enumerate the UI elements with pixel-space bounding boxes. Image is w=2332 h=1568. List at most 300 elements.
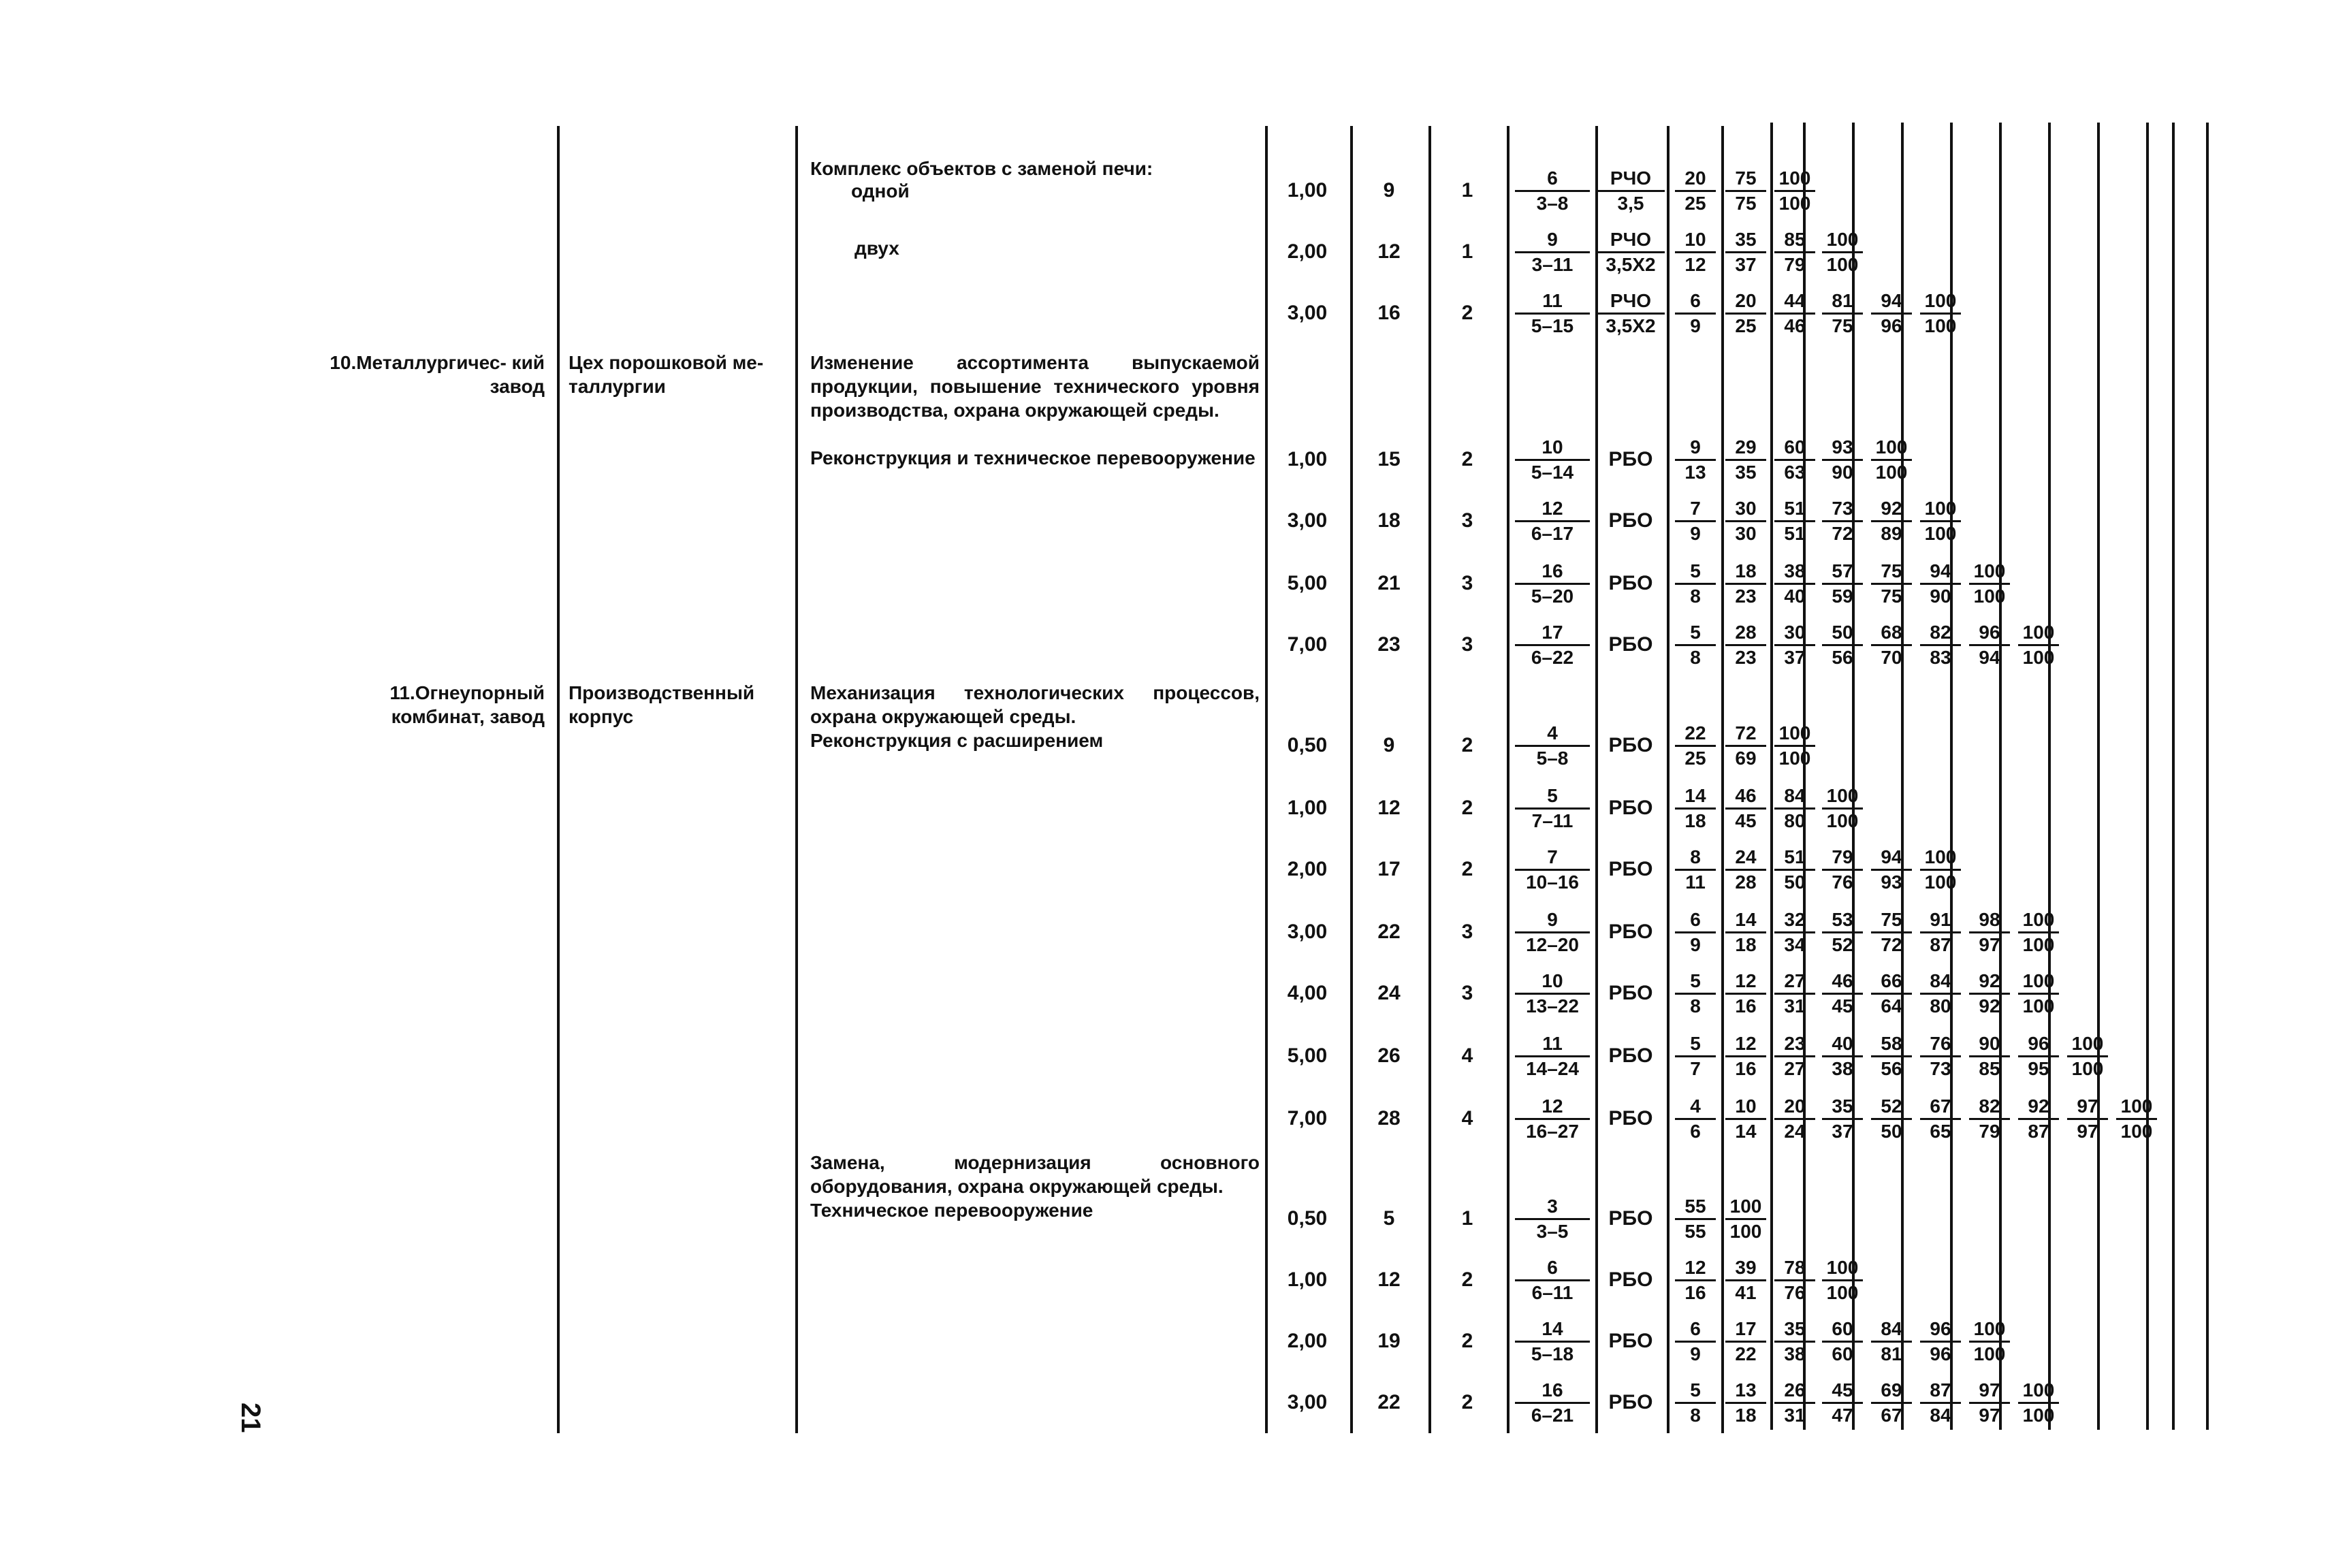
cell-dur: 16: [1377, 302, 1401, 324]
fraction-bottom: 16: [1735, 995, 1757, 1017]
fraction-top: 5: [1675, 1379, 1716, 1404]
fraction-top: 100: [1920, 846, 1961, 871]
column-rule: [2048, 123, 2051, 1430]
cell-dur: 15: [1377, 448, 1401, 470]
fraction-bottom: 25: [1684, 193, 1706, 214]
duration-fraction: [1515, 1095, 1590, 1143]
fraction-top: 46: [1725, 784, 1766, 810]
percent-fraction: [1774, 1256, 1815, 1305]
fraction-top: 16: [1515, 1379, 1590, 1404]
fraction-top: 14: [1725, 908, 1766, 933]
fraction-bottom: 5–15: [1531, 315, 1574, 336]
fraction-bottom: 100: [1875, 462, 1908, 483]
fraction-top: 94: [1871, 289, 1912, 315]
cell-cap: 3,00: [1287, 1391, 1328, 1413]
norm-fraction: [1597, 167, 1665, 215]
fraction-bottom: 97: [1979, 934, 2000, 955]
percent-fraction: [1969, 560, 2010, 608]
percent-fraction: [1871, 846, 1912, 894]
fraction-top: 55: [1675, 1195, 1716, 1220]
cell-dur: 9: [1383, 734, 1395, 756]
fraction-top: 50: [1822, 621, 1863, 646]
fraction-bottom: 5–8: [1536, 748, 1569, 769]
duration-fraction: [1515, 1317, 1590, 1366]
fraction-bottom: 3,5Х2: [1606, 315, 1656, 336]
cell-dur: 22: [1377, 921, 1401, 943]
percent-fraction: [1725, 970, 1766, 1018]
percent-fraction: [1822, 1379, 1863, 1427]
fraction-bottom: 76: [1832, 871, 1853, 893]
fraction-bottom: 37: [1735, 254, 1757, 275]
column-rule: [1667, 126, 1670, 1433]
duration-fraction: [1515, 497, 1590, 545]
cell-n: 3: [1461, 572, 1473, 594]
fraction-top: 17: [1725, 1317, 1766, 1343]
percent-fraction: [1969, 1379, 2010, 1427]
fraction-top: 14: [1675, 784, 1716, 810]
fraction-top: 10: [1515, 970, 1590, 995]
norm-code: РБО: [1608, 734, 1653, 756]
fraction-top: 87: [1920, 1379, 1961, 1404]
column-rule: [1507, 126, 1510, 1433]
cell-n: 3: [1461, 921, 1473, 943]
cell-cap: 3,00: [1287, 509, 1328, 532]
fraction-top: 84: [1774, 784, 1815, 810]
cell-cap: 2,00: [1287, 858, 1328, 880]
percent-fraction: [1675, 908, 1716, 957]
percent-fraction: [1969, 908, 2010, 957]
fraction-bottom: 12: [1684, 254, 1706, 275]
fraction-bottom: 81: [1881, 1343, 1902, 1364]
percent-fraction: [1675, 621, 1716, 669]
fraction-top: 39: [1725, 1256, 1766, 1281]
fraction-top: 97: [1969, 1379, 2010, 1404]
norm-code: РБО: [1608, 633, 1653, 656]
fraction-bottom: 9: [1690, 523, 1701, 544]
cell-n: 1: [1461, 1207, 1473, 1230]
fraction-top: 14: [1515, 1317, 1590, 1343]
percent-fraction: [1969, 1032, 2010, 1081]
fraction-top: 8: [1675, 846, 1716, 871]
fraction-bottom: 83: [1930, 647, 1951, 668]
cell-cap: 0,50: [1287, 1207, 1328, 1230]
fraction-top: 100: [2018, 621, 2059, 646]
cell-cap: 1,00: [1287, 797, 1328, 819]
duration-fraction: [1515, 1379, 1590, 1427]
fraction-bottom: 14–24: [1526, 1058, 1579, 1079]
norm-code: РБО: [1608, 858, 1653, 880]
fraction-bottom: 79: [1979, 1121, 2000, 1142]
percent-fraction: [2018, 1379, 2059, 1427]
cell-cap: 3,00: [1287, 921, 1328, 943]
fraction-bottom: 100: [1826, 810, 1859, 831]
fraction-top: 20: [1725, 289, 1766, 315]
fraction-bottom: 56: [1881, 1058, 1902, 1079]
fraction-top: 58: [1871, 1032, 1912, 1057]
fraction-bottom: 67: [1881, 1405, 1902, 1426]
subtitle: Техническое перевооружение: [810, 1200, 1093, 1221]
cell-n: 2: [1461, 858, 1473, 880]
cell-n: 2: [1461, 734, 1473, 756]
cell-n: 2: [1461, 1330, 1473, 1352]
percent-fraction: [1774, 289, 1815, 338]
fraction-top: 100: [2116, 1095, 2157, 1120]
fraction-bottom: 100: [2022, 995, 2055, 1017]
row-label: двух: [854, 238, 899, 259]
percent-fraction: [1822, 846, 1863, 894]
percent-fraction: [1725, 1256, 1766, 1305]
fraction-top: 100: [1969, 560, 2010, 585]
column-rule: [2146, 123, 2149, 1430]
fraction-bottom: 75: [1881, 586, 1902, 607]
fraction-bottom: 100: [1973, 1343, 2006, 1364]
percent-fraction: [1725, 722, 1766, 770]
fraction-top: 40: [1822, 1032, 1863, 1057]
fraction-top: 11: [1515, 289, 1590, 315]
fraction-top: 85: [1774, 228, 1815, 253]
percent-fraction: [2018, 908, 2059, 957]
percent-fraction: [1774, 970, 1815, 1018]
fraction-top: 10: [1515, 436, 1590, 461]
cell-dur: 19: [1377, 1330, 1401, 1352]
percent-fraction: [1774, 1379, 1815, 1427]
percent-fraction: [1725, 289, 1766, 338]
fraction-top: 100: [1871, 436, 1912, 461]
fraction-bottom: 40: [1784, 586, 1806, 607]
percent-fraction: [1675, 846, 1716, 894]
norm-code: РБО: [1608, 1391, 1653, 1413]
fraction-bottom: 100: [1924, 315, 1957, 336]
fraction-top: 91: [1920, 908, 1961, 933]
subtitle: Реконструкция и техническое перевооружение: [810, 447, 1256, 468]
fraction-bottom: 25: [1684, 748, 1706, 769]
percent-fraction: [1675, 784, 1716, 833]
percent-fraction: [1675, 1095, 1716, 1143]
fraction-top: 12: [1675, 1256, 1716, 1281]
fraction-bottom: 100: [1924, 871, 1957, 893]
percent-fraction: [1774, 722, 1815, 770]
percent-fraction: [1725, 1195, 1766, 1243]
fraction-bottom: 69: [1735, 748, 1757, 769]
fraction-bottom: 51: [1784, 523, 1806, 544]
norm-code: РБО: [1608, 1107, 1653, 1130]
fraction-bottom: 97: [1979, 1405, 2000, 1426]
fraction-top: 79: [1822, 846, 1863, 871]
cell-n: 2: [1461, 797, 1473, 819]
fraction-bottom: 3,5: [1617, 193, 1644, 214]
fraction-top: 67: [1920, 1095, 1961, 1120]
norm-code: РБО: [1608, 1044, 1653, 1067]
fraction-bottom: 56: [1832, 647, 1853, 668]
percent-fraction: [1675, 497, 1716, 545]
fraction-top: 11: [1515, 1032, 1590, 1057]
fraction-top: 52: [1871, 1095, 1912, 1120]
fraction-bottom: 11: [1685, 871, 1706, 893]
fraction-top: 60: [1822, 1317, 1863, 1343]
fraction-top: 9: [1515, 908, 1590, 933]
fraction-bottom: 75: [1735, 193, 1757, 214]
fraction-bottom: 27: [1784, 1058, 1806, 1079]
fraction-bottom: 23: [1735, 647, 1757, 668]
fraction-bottom: 3–8: [1536, 193, 1569, 214]
percent-fraction: [2018, 1032, 2059, 1081]
fraction-top: 7: [1675, 497, 1716, 522]
description: Механизация технологических процессов, охрана окружающей среды.: [810, 682, 1260, 727]
fraction-top: 24: [1725, 846, 1766, 871]
percent-fraction: [2018, 621, 2059, 669]
cell-dur: 18: [1377, 509, 1401, 532]
fraction-bottom: 100: [2022, 647, 2055, 668]
fraction-top: 12: [1725, 970, 1766, 995]
fraction-bottom: 6: [1690, 1121, 1701, 1142]
fraction-top: 100: [1969, 1317, 2010, 1343]
fraction-bottom: 41: [1735, 1282, 1757, 1303]
fraction-bottom: 63: [1784, 462, 1806, 483]
fraction-bottom: 97: [2077, 1121, 2098, 1142]
fraction-bottom: 100: [1729, 1221, 1762, 1242]
cell-cap: 4,00: [1287, 982, 1328, 1004]
fraction-bottom: 9: [1690, 934, 1701, 955]
cell-cap: 1,00: [1287, 448, 1328, 470]
percent-fraction: [1871, 908, 1912, 957]
fraction-bottom: 10–16: [1526, 871, 1579, 893]
percent-fraction: [1871, 497, 1912, 545]
duration-fraction: [1515, 436, 1590, 484]
percent-fraction: [1822, 784, 1863, 833]
duration-fraction: [1515, 560, 1590, 608]
fraction-top: 100: [1920, 289, 1961, 315]
fraction-top: 92: [1871, 497, 1912, 522]
percent-fraction: [1675, 1256, 1716, 1305]
fraction-top: 82: [1920, 621, 1961, 646]
fraction-top: 12: [1515, 1095, 1590, 1120]
cell-n: 3: [1461, 509, 1473, 532]
percent-fraction: [1675, 560, 1716, 608]
fraction-top: РЧО: [1597, 167, 1665, 192]
description: Замена, модернизация основного оборудования, охрана окружающей среды.: [810, 1152, 1260, 1197]
fraction-bottom: 90: [1832, 462, 1853, 483]
fraction-top: 100: [1774, 167, 1815, 192]
fraction-bottom: 50: [1784, 871, 1806, 893]
fraction-bottom: 89: [1881, 523, 1902, 544]
percent-fraction: [1675, 722, 1716, 770]
percent-fraction: [1822, 289, 1863, 338]
fraction-top: 23: [1774, 1032, 1815, 1057]
fraction-top: 4: [1515, 722, 1590, 747]
duration-fraction: [1515, 722, 1590, 770]
fraction-bottom: 87: [2028, 1121, 2049, 1142]
cell-n: 3: [1461, 633, 1473, 656]
fraction-bottom: 38: [1832, 1058, 1853, 1079]
fraction-bottom: 16–27: [1526, 1121, 1579, 1142]
norm-code: РБО: [1608, 982, 1653, 1004]
fraction-top: 6: [1675, 908, 1716, 933]
fraction-top: 10: [1725, 1095, 1766, 1120]
fraction-bottom: 14: [1735, 1121, 1757, 1142]
fraction-bottom: 100: [1924, 523, 1957, 544]
fraction-top: 5: [1675, 560, 1716, 585]
fraction-top: 5: [1675, 621, 1716, 646]
fraction-bottom: 76: [1784, 1282, 1806, 1303]
fraction-top: 82: [1969, 1095, 2010, 1120]
norm-code: РБО: [1608, 509, 1653, 532]
percent-fraction: [1822, 970, 1863, 1018]
percent-fraction: [1871, 621, 1912, 669]
fraction-top: 100: [1774, 722, 1815, 747]
fraction-top: 17: [1515, 621, 1590, 646]
cell-dur: 23: [1377, 633, 1401, 656]
fraction-top: 30: [1725, 497, 1766, 522]
norm-fraction: [1597, 228, 1665, 276]
percent-fraction: [1774, 497, 1815, 545]
fraction-top: 9: [1515, 228, 1590, 253]
norm-code: РБО: [1608, 1330, 1653, 1352]
column-rule: [557, 126, 560, 1433]
fraction-bottom: 13: [1684, 462, 1706, 483]
fraction-bottom: 6–22: [1531, 647, 1574, 668]
fraction-top: 94: [1920, 560, 1961, 585]
fraction-top: 20: [1774, 1095, 1815, 1120]
percent-fraction: [2067, 1095, 2108, 1143]
percent-fraction: [1774, 436, 1815, 484]
fraction-bottom: 38: [1784, 1343, 1806, 1364]
percent-fraction: [1725, 1317, 1766, 1366]
fraction-bottom: 95: [2028, 1058, 2049, 1079]
duration-fraction: [1515, 167, 1590, 215]
percent-fraction: [1725, 436, 1766, 484]
percent-fraction: [1774, 846, 1815, 894]
fraction-top: 60: [1774, 436, 1815, 461]
duration-fraction: [1515, 970, 1590, 1018]
fraction-top: 98: [1969, 908, 2010, 933]
fraction-top: 90: [1969, 1032, 2010, 1057]
fraction-bottom: 30: [1735, 523, 1757, 544]
fraction-bottom: 18: [1684, 810, 1706, 831]
fraction-top: 5: [1675, 1032, 1716, 1057]
fraction-top: 73: [1822, 497, 1863, 522]
fraction-bottom: 8: [1690, 586, 1701, 607]
fraction-bottom: 9: [1690, 315, 1701, 336]
percent-fraction: [1871, 1379, 1912, 1427]
fraction-top: 75: [1725, 167, 1766, 192]
percent-fraction: [2067, 1032, 2108, 1081]
cell-dur: 9: [1383, 179, 1395, 202]
column-rule: [2206, 123, 2209, 1430]
fraction-bottom: 12–20: [1526, 934, 1579, 955]
fraction-top: 81: [1822, 289, 1863, 315]
column-rule: [2097, 123, 2100, 1430]
fraction-top: 100: [1822, 1256, 1863, 1281]
fraction-bottom: 3–5: [1536, 1221, 1569, 1242]
cell-cap: 5,00: [1287, 1044, 1328, 1067]
fraction-bottom: 52: [1832, 934, 1853, 955]
cell-cap: 1,00: [1287, 1268, 1328, 1291]
fraction-top: 75: [1871, 560, 1912, 585]
fraction-top: 20: [1675, 167, 1716, 192]
fraction-top: РЧО: [1597, 228, 1665, 253]
fraction-bottom: 47: [1832, 1405, 1853, 1426]
norm-code: РБО: [1608, 1207, 1653, 1230]
cell-dur: 21: [1377, 572, 1401, 594]
fraction-top: 92: [2018, 1095, 2059, 1120]
column-rule: [1265, 126, 1268, 1433]
fraction-top: 75: [1871, 908, 1912, 933]
fraction-bottom: 37: [1784, 647, 1806, 668]
percent-fraction: [1725, 228, 1766, 276]
cell-dur: 28: [1377, 1107, 1401, 1130]
fraction-bottom: 59: [1832, 586, 1853, 607]
fraction-top: 6: [1515, 1256, 1590, 1281]
fraction-bottom: 79: [1784, 254, 1806, 275]
row-label: одной: [851, 180, 910, 202]
percent-fraction: [1969, 1317, 2010, 1366]
fraction-top: 44: [1774, 289, 1815, 315]
percent-fraction: [1920, 970, 1961, 1018]
fraction-bottom: 23: [1735, 586, 1757, 607]
percent-fraction: [1920, 289, 1961, 338]
fraction-top: 32: [1774, 908, 1815, 933]
fraction-top: 3: [1515, 1195, 1590, 1220]
fraction-bottom: 18: [1735, 934, 1757, 955]
column-rule: [1999, 123, 2002, 1430]
cell-cap: 5,00: [1287, 572, 1328, 594]
fraction-bottom: 45: [1735, 810, 1757, 831]
percent-fraction: [1774, 908, 1815, 957]
fraction-bottom: 7–11: [1531, 810, 1574, 831]
percent-fraction: [1871, 289, 1912, 338]
percent-fraction: [1920, 621, 1961, 669]
fraction-bottom: 100: [2022, 934, 2055, 955]
norm-code: РБО: [1608, 797, 1653, 819]
fraction-top: 35: [1774, 1317, 1815, 1343]
percent-fraction: [1774, 1032, 1815, 1081]
fraction-bottom: 18: [1735, 1405, 1757, 1426]
fraction-bottom: 70: [1881, 647, 1902, 668]
fraction-bottom: 85: [1979, 1058, 2000, 1079]
fraction-top: 92: [1969, 970, 2010, 995]
cell-n: 4: [1461, 1107, 1473, 1130]
fraction-top: 38: [1774, 560, 1815, 585]
percent-fraction: [1675, 167, 1716, 215]
percent-fraction: [1725, 846, 1766, 894]
fraction-bottom: 16: [1735, 1058, 1757, 1079]
percent-fraction: [1725, 784, 1766, 833]
fraction-top: 30: [1774, 621, 1815, 646]
fraction-top: РЧО: [1597, 289, 1665, 315]
fraction-bottom: 50: [1881, 1121, 1902, 1142]
fraction-top: 6: [1675, 289, 1716, 315]
percent-fraction: [1725, 1032, 1766, 1081]
cell-n: 2: [1461, 1391, 1473, 1413]
percent-fraction: [2018, 970, 2059, 1018]
fraction-top: 57: [1822, 560, 1863, 585]
percent-fraction: [1675, 1317, 1716, 1366]
percent-fraction: [1871, 1317, 1912, 1366]
percent-fraction: [1871, 436, 1912, 484]
fraction-top: 68: [1871, 621, 1912, 646]
percent-fraction: [1920, 908, 1961, 957]
description: Изменение ассортимента выпускаемой продукции, повышение технического уровня производства, охрана окружающей среды.: [810, 352, 1260, 421]
fraction-top: 51: [1774, 846, 1815, 871]
norm-fraction: [1597, 289, 1665, 338]
fraction-bottom: 5–14: [1531, 462, 1574, 483]
fraction-top: 100: [2018, 908, 2059, 933]
fraction-bottom: 84: [1930, 1405, 1951, 1426]
fraction-bottom: 87: [1930, 934, 1951, 955]
duration-fraction: [1515, 1032, 1590, 1081]
fraction-bottom: 34: [1784, 934, 1806, 955]
fraction-top: 84: [1871, 1317, 1912, 1343]
